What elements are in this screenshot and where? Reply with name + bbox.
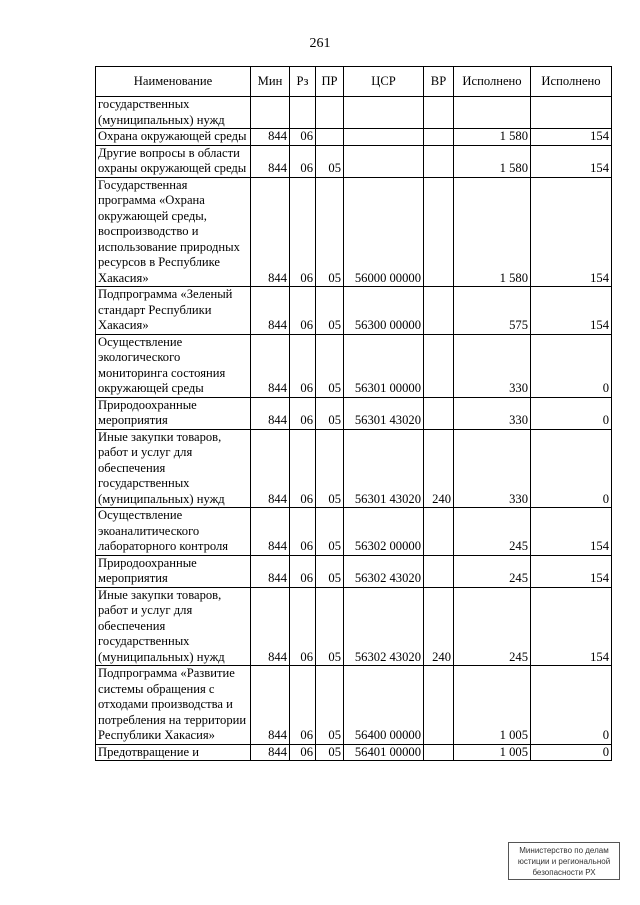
table-body	[96, 97, 612, 761]
row-executed-1-cell: 245	[454, 508, 531, 556]
table-row	[96, 508, 612, 556]
row-executed-2-cell	[531, 97, 612, 129]
table-row	[96, 666, 612, 745]
row-name-cell: Осуществление экологического мониторинга состояния окружающей среды	[96, 334, 251, 397]
row-executed-1-cell: 330	[454, 397, 531, 429]
row-rz-cell: 06	[290, 145, 316, 177]
row-pr-cell	[316, 97, 344, 129]
row-min-cell: 844	[251, 334, 290, 397]
column-header-executed-2: Исполнено	[531, 67, 612, 97]
row-pr-cell: 05	[316, 287, 344, 335]
row-name-cell: Иные закупки товаров, работ и услуг для обеспечения государственных (муниципальных) нужд	[96, 587, 251, 666]
row-pr-cell: 05	[316, 508, 344, 556]
column-header-rz: Рз	[290, 67, 316, 97]
budget-table	[95, 66, 612, 761]
row-csr-cell: 56000 00000	[344, 177, 424, 287]
row-executed-1-cell	[454, 97, 531, 129]
row-pr-cell: 05	[316, 744, 344, 761]
row-min-cell: 844	[251, 177, 290, 287]
stamp-line: безопасности РХ	[532, 868, 596, 877]
row-pr-cell: 05	[316, 666, 344, 745]
row-csr-cell: 56302 00000	[344, 508, 424, 556]
row-executed-2-cell: 0	[531, 666, 612, 745]
row-csr-cell: 56400 00000	[344, 666, 424, 745]
row-vr-cell	[424, 334, 454, 397]
row-rz-cell: 06	[290, 744, 316, 761]
page-number: 261	[309, 36, 331, 51]
row-rz-cell: 06	[290, 334, 316, 397]
row-vr-cell: 240	[424, 587, 454, 666]
table-header-row	[96, 67, 612, 97]
row-vr-cell	[424, 145, 454, 177]
row-pr-cell: 05	[316, 429, 344, 508]
row-rz-cell: 06	[290, 129, 316, 146]
row-rz-cell: 06	[290, 287, 316, 335]
row-min-cell: 844	[251, 587, 290, 666]
table-row	[96, 429, 612, 508]
row-min-cell	[251, 97, 290, 129]
row-vr-cell	[424, 177, 454, 287]
row-name-cell: Другие вопросы в области охраны окружающей среды	[96, 145, 251, 177]
column-header-executed-1: Исполнено	[454, 67, 531, 97]
row-min-cell: 844	[251, 397, 290, 429]
row-executed-2-cell: 154	[531, 129, 612, 146]
row-executed-1-cell: 1 580	[454, 177, 531, 287]
row-name-cell: государственных (муниципальных) нужд	[96, 97, 251, 129]
row-csr-cell: 56302 43020	[344, 587, 424, 666]
row-pr-cell: 05	[316, 145, 344, 177]
row-csr-cell: 56300 00000	[344, 287, 424, 335]
row-executed-1-cell: 1 580	[454, 129, 531, 146]
row-executed-1-cell: 575	[454, 287, 531, 335]
table-row	[96, 334, 612, 397]
row-name-cell: Подпрограмма «Развитие системы обращения с отходами производства и потребления на территории Республики Хакасия»	[96, 666, 251, 745]
row-csr-cell: 56301 43020	[344, 429, 424, 508]
row-vr-cell	[424, 666, 454, 745]
row-name-cell: Государственная программа «Охрана окружающей среды, воспроизводство и использование природных ресурсов в Республике Хакасия»	[96, 177, 251, 287]
row-csr-cell	[344, 97, 424, 129]
row-executed-1-cell: 1 005	[454, 744, 531, 761]
row-pr-cell: 05	[316, 587, 344, 666]
table-row	[96, 129, 612, 146]
row-csr-cell: 56301 00000	[344, 334, 424, 397]
row-min-cell: 844	[251, 145, 290, 177]
row-pr-cell: 05	[316, 177, 344, 287]
row-executed-2-cell: 0	[531, 334, 612, 397]
row-pr-cell	[316, 129, 344, 146]
table-row	[96, 587, 612, 666]
row-vr-cell: 240	[424, 429, 454, 508]
column-header-min: Мин	[251, 67, 290, 97]
row-rz-cell: 06	[290, 587, 316, 666]
row-min-cell: 844	[251, 744, 290, 761]
row-pr-cell: 05	[316, 397, 344, 429]
row-rz-cell: 06	[290, 508, 316, 556]
row-csr-cell: 56302 43020	[344, 555, 424, 587]
table-row	[96, 555, 612, 587]
column-header-vr: ВР	[424, 67, 454, 97]
table-row	[96, 287, 612, 335]
row-csr-cell	[344, 145, 424, 177]
row-name-cell: Охрана окружающей среды	[96, 129, 251, 146]
row-pr-cell: 05	[316, 555, 344, 587]
row-min-cell: 844	[251, 129, 290, 146]
column-header-name: Наименование	[96, 67, 251, 97]
table-row	[96, 177, 612, 287]
row-executed-1-cell: 330	[454, 429, 531, 508]
row-executed-2-cell: 154	[531, 287, 612, 335]
row-rz-cell	[290, 97, 316, 129]
row-vr-cell	[424, 555, 454, 587]
row-csr-cell: 56401 00000	[344, 744, 424, 761]
row-executed-1-cell: 330	[454, 334, 531, 397]
row-pr-cell: 05	[316, 334, 344, 397]
row-rz-cell: 06	[290, 666, 316, 745]
row-name-cell: Иные закупки товаров, работ и услуг для обеспечения государственных (муниципальных) нужд	[96, 429, 251, 508]
row-executed-2-cell: 0	[531, 429, 612, 508]
row-executed-2-cell: 154	[531, 508, 612, 556]
stamp-line: юстиции и региональной	[517, 857, 611, 866]
row-rz-cell: 06	[290, 555, 316, 587]
row-vr-cell	[424, 287, 454, 335]
row-executed-2-cell: 154	[531, 587, 612, 666]
row-min-cell: 844	[251, 508, 290, 556]
row-rz-cell: 06	[290, 429, 316, 508]
row-name-cell: Предотвращение и	[96, 744, 251, 761]
row-min-cell: 844	[251, 555, 290, 587]
row-executed-1-cell: 1 005	[454, 666, 531, 745]
row-executed-2-cell: 0	[531, 397, 612, 429]
row-name-cell: Природоохранные мероприятия	[96, 397, 251, 429]
row-min-cell: 844	[251, 666, 290, 745]
row-rz-cell: 06	[290, 397, 316, 429]
row-rz-cell: 06	[290, 177, 316, 287]
registration-stamp	[508, 842, 620, 880]
row-vr-cell	[424, 744, 454, 761]
row-executed-1-cell: 245	[454, 555, 531, 587]
row-name-cell: Природоохранные мероприятия	[96, 555, 251, 587]
row-executed-1-cell: 1 580	[454, 145, 531, 177]
row-executed-2-cell: 0	[531, 744, 612, 761]
table-row	[96, 744, 612, 761]
row-executed-2-cell: 154	[531, 145, 612, 177]
row-min-cell: 844	[251, 429, 290, 508]
table-row	[96, 145, 612, 177]
row-vr-cell	[424, 129, 454, 146]
row-csr-cell: 56301 43020	[344, 397, 424, 429]
row-executed-1-cell: 245	[454, 587, 531, 666]
row-csr-cell	[344, 129, 424, 146]
row-vr-cell	[424, 508, 454, 556]
stamp-line: Министерство по делам	[519, 846, 609, 855]
column-header-pr: ПР	[316, 67, 344, 97]
row-vr-cell	[424, 397, 454, 429]
row-name-cell: Подпрограмма «Зеленый стандарт Республики Хакасия»	[96, 287, 251, 335]
row-vr-cell	[424, 97, 454, 129]
row-executed-2-cell: 154	[531, 555, 612, 587]
table-row	[96, 97, 612, 129]
column-header-csr: ЦСР	[344, 67, 424, 97]
table-row	[96, 397, 612, 429]
row-name-cell: Осуществление экоаналитического лабораторного контроля	[96, 508, 251, 556]
row-executed-2-cell: 154	[531, 177, 612, 287]
row-min-cell: 844	[251, 287, 290, 335]
